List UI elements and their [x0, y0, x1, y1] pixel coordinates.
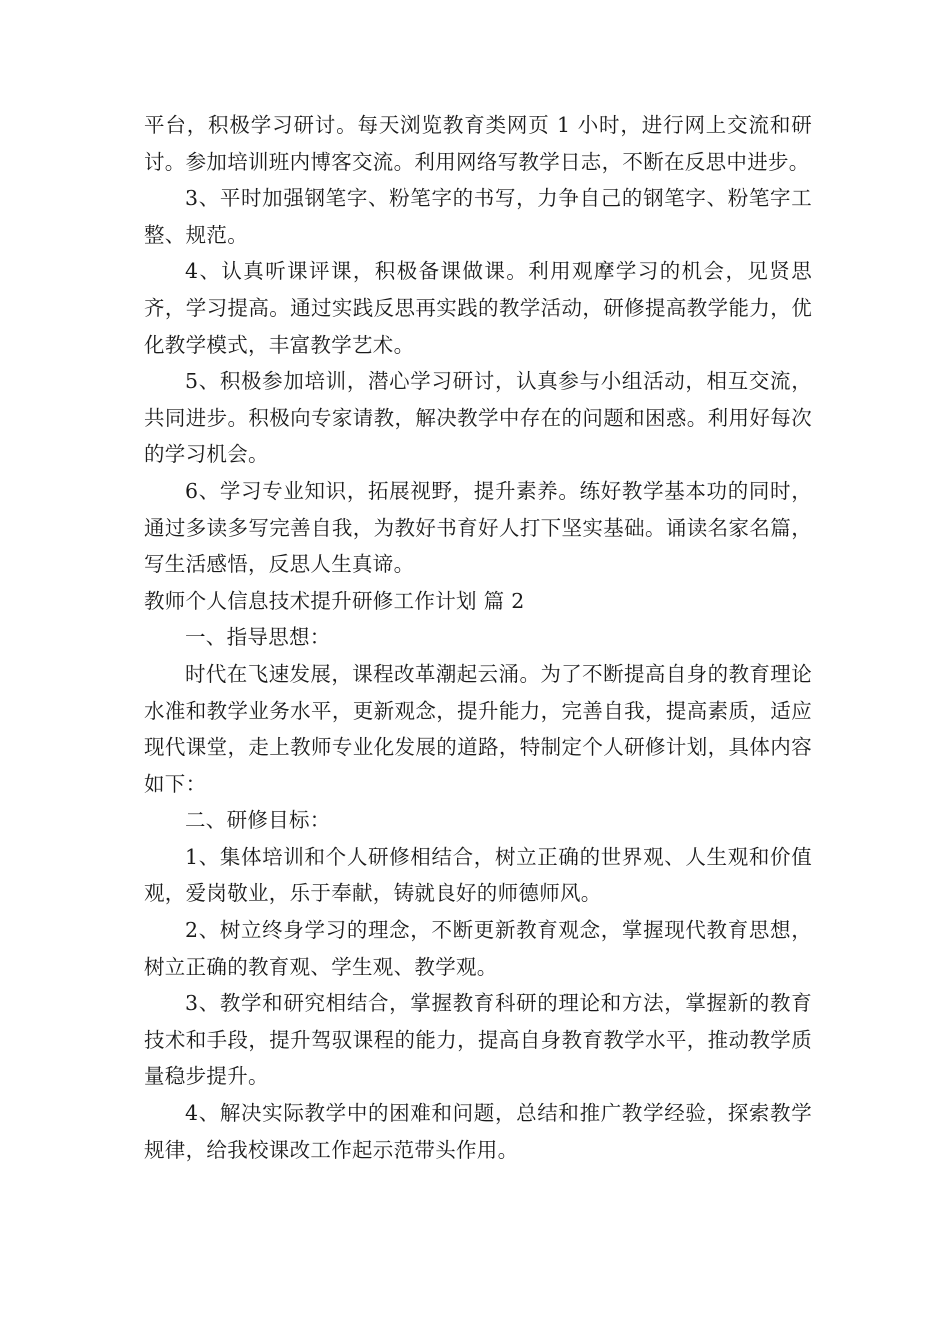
section2-title: 教师个人信息技术提升研修工作计划 篇 2 [144, 588, 525, 613]
guiding-thought-heading: 一、指导思想： [185, 625, 331, 650]
goal-item-3: 3、教学和研究相结合，掌握教育科研的理论和方法，掌握新的教育技术和手段，提升驾驭课程的能力，提高自身教育教学水平，推动教学质量稳步提升。 [144, 991, 812, 1089]
section1-item-4: 4、认真听课评课，积极备课做课。利用观摩学习的机会，见贤思齐，学习提高。通过实践反思再实践的教学活动，研修提高教学能力，优化教学模式，丰富教学艺术。 [144, 259, 812, 357]
section1-item-3: 3、平时加强钢笔字、粉笔字的书写，力争自己的钢笔字、粉笔字工整、规范。 [144, 186, 812, 247]
goal-item-1: 1、集体培训和个人研修相结合，树立正确的世界观、人生观和价值观，爱岗敬业，乐于奉献，铸就良好的师德师风。 [144, 844, 812, 906]
section1-item-6: 6、学习专业知识，拓展视野，提升素养。练好教学基本功的同时，通过多读多写完善自我，为教好书育好人打下坚实基础。诵读名家名篇，写生活感悟，反思人生真谛。 [144, 478, 812, 577]
goal-item-2: 2、树立终身学习的理念，不断更新教育观念，掌握现代教育思想，树立正确的教育观、学生观、教学观。 [144, 918, 812, 979]
goals-heading: 二、研修目标： [185, 808, 331, 833]
section1-item-5: 5、积极参加培训，潜心学习研讨，认真参与小组活动，相互交流，共同进步。积极向专家请教，解决教学中存在的问题和困惑。利用好每次的学习机会。 [144, 369, 812, 467]
document-page [144, 107, 812, 1168]
goal-item-4: 4、解决实际教学中的困难和问题，总结和推广教学经验，探索教学规律，给我校课改工作起示范带头作用。 [144, 1101, 812, 1162]
intro-continuation-paragraph: 平台，积极学习研讨。每天浏览教育类网页 1 小时，进行网上交流和研讨。参加培训班内博客交流。利用网络写教学日志，不断在反思中进步。 [144, 113, 812, 174]
guiding-thought-paragraph: 时代在飞速发展，课程改革潮起云涌。为了不断提高自身的教育理论水准和教学业务水平，更新观念，提升能力，完善自我，提高素质，适应现代课堂，走上教师专业化发展的道路，特制定个人研修计划，具体内容如下： [144, 661, 812, 796]
